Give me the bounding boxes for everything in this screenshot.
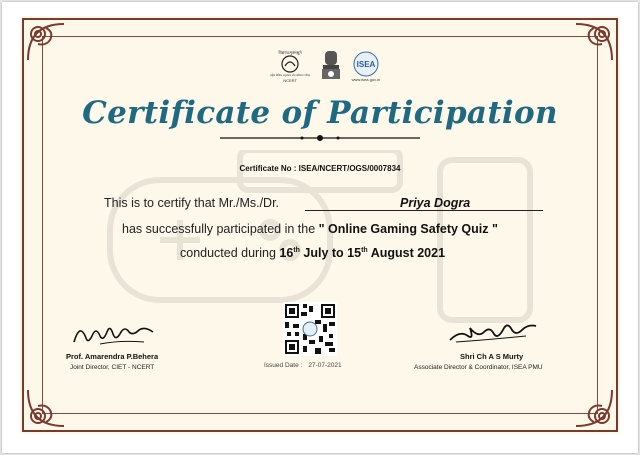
right-signatory-role: Associate Director & Coordinator, ISEA PMU: [414, 364, 543, 371]
ncert-logo: [270, 46, 310, 86]
ncert-hindi-name: राष्ट्रीय शैक्षिक अनुसंधान और प्रशिक्षण परिषद्: [270, 73, 311, 77]
participation-line: [122, 222, 498, 236]
isea-logo: [352, 46, 380, 86]
ncert-emblem-icon: [281, 55, 299, 73]
corner-ornament-top-right: [570, 20, 616, 66]
issued-date-label: Issued Date :: [264, 362, 303, 369]
end-month-year: August 2021: [370, 246, 446, 260]
start-suffix: th: [293, 246, 300, 254]
ncert-motto: विद्ययाऽमृतमश्नुते: [278, 49, 302, 55]
right-signatory-name: Shri Ch A S Murty: [460, 352, 524, 361]
corner-ornament-bottom-right: [570, 384, 616, 430]
isea-shield-icon: [353, 51, 379, 77]
certificate-number-label: Certificate No :: [239, 164, 297, 173]
qr-code: [283, 302, 337, 356]
certify-text: This is to certify that Mr./Ms./Dr.: [104, 196, 280, 210]
participated-text: has successfully participated in the: [122, 222, 316, 236]
left-signatory-role: Joint Director, CIET - NCERT: [70, 364, 155, 371]
event-name: " Online Gaming Safety Quiz ": [318, 222, 498, 236]
recipient-name: Priya Dogra: [400, 196, 471, 210]
certificate-number: ISEA/NCERT/OGS/0007834: [298, 164, 401, 173]
left-signatory-name: Prof. Amarendra P.Behera: [66, 352, 159, 361]
certificate-number-line: [0, 164, 640, 173]
issued-date-value: 27-07-2021: [308, 362, 342, 369]
duration-line: [180, 246, 445, 260]
ashoka-emblem-icon: [320, 49, 342, 83]
right-signature: [446, 318, 542, 348]
certificate-title: Certificate of Participation: [82, 95, 558, 131]
left-signature: [70, 316, 160, 348]
conducted-text: conducted during: [180, 246, 276, 260]
start-day: 16: [279, 246, 294, 260]
title-divider: [220, 134, 420, 142]
ncert-label: NCERT: [283, 77, 297, 83]
logo-strip: [270, 44, 380, 88]
isea-url: www.isea.gov.in: [351, 76, 380, 82]
end-suffix: th: [361, 246, 368, 254]
date-range: [279, 246, 445, 260]
corner-ornament-bottom-left: [24, 384, 70, 430]
corner-ornament-top-left: [24, 20, 70, 66]
qr-center-logo-icon: [303, 322, 317, 336]
start-month: July to 15: [303, 246, 362, 260]
national-emblem: [320, 46, 342, 86]
name-underline: [305, 210, 543, 211]
isea-logo-text: ISEA: [356, 59, 376, 69]
issued-date: [264, 362, 342, 369]
